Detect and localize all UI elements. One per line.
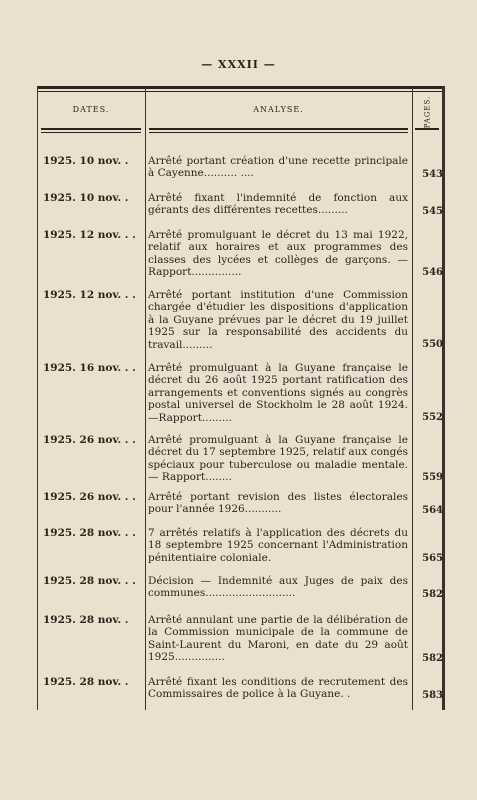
entry-date: 1925. 28 nov. . xyxy=(43,614,129,626)
page-number: — XXXII — xyxy=(201,58,276,71)
pages-column-divider xyxy=(412,86,413,710)
entry-page: 583 xyxy=(422,690,443,701)
entry-page: 543 xyxy=(422,169,443,180)
date-column-divider xyxy=(145,86,146,710)
top-rule-thin xyxy=(37,91,445,92)
dates-header: DATES. xyxy=(72,104,110,114)
entry-text: 7 arrêtés relatifs à l'application des décrets du 18 septembre 1925 concernant l'Administration pénitentiaire coloniale. xyxy=(148,527,408,564)
analyse-header-rule xyxy=(149,128,408,130)
dates-header-rule-thin xyxy=(41,132,141,133)
entry-text: Arrêté portant création d'une recette principale à Cayenne.......... .... xyxy=(148,155,408,180)
entry-text: Arrêté promulguant le décret du 13 mai 1922, relatif aux horaires et aux programmes des classes des lycées et collèges de garçons. — Rapport............... xyxy=(148,229,408,279)
entry-text: Arrêté promulguant à la Guyane française le décret du 26 août 1925 portant ratification des arrangements et conventions signés au congrès postal universel de Stockholm le 28 août 1924. —Rapport......... xyxy=(148,362,408,424)
pages-header: PAGES. xyxy=(423,95,432,129)
entry-text: Décision — Indemnité aux Juges de paix des communes........................... xyxy=(148,575,408,600)
entry-page: 582 xyxy=(422,589,443,600)
entry-page: 565 xyxy=(422,553,443,564)
entry-date: 1925. 10 nov. . xyxy=(43,192,129,204)
entry-page: 564 xyxy=(422,505,443,516)
analyse-header: ANALYSE. xyxy=(253,104,304,114)
entry-date: 1925. 28 nov. . . xyxy=(43,527,136,539)
entry-page: 550 xyxy=(422,339,443,350)
entry-page: 545 xyxy=(422,206,443,217)
entry-page: 582 xyxy=(422,653,443,664)
entry-date: 1925. 26 nov. . . xyxy=(43,434,136,446)
entry-text: Arrêté fixant l'indemnité de fonction aux gérants des différentes recettes......... xyxy=(148,192,408,217)
entry-date: 1925. 12 nov. . . xyxy=(43,229,136,241)
entry-page: 559 xyxy=(422,472,443,483)
entry-text: Arrêté annulant une partie de la délibération de la Commission municipale de la commune de Saint-Laurent du Maroni, en date du 29 août 1925............... xyxy=(148,614,408,664)
entry-text: Arrêté promulguant à la Guyane française le décret du 17 septembre 1925, relatif aux congés spéciaux pour tuberculose ou maladie mentale. — Rapport........ xyxy=(148,434,408,484)
entry-text: Arrêté portant revision des listes électorales pour l'année 1926........... xyxy=(148,491,408,516)
entry-date: 1925. 12 nov. . . xyxy=(43,289,136,301)
table-frame xyxy=(37,86,445,710)
entry-date: 1925. 28 nov. . xyxy=(43,676,129,688)
entry-date: 1925. 10 nov. . xyxy=(43,155,129,167)
entry-text: Arrêté fixant les conditions de recrutement des Commissaires de police à la Guyane. . xyxy=(148,676,408,701)
entry-page: 546 xyxy=(422,267,443,278)
left-border xyxy=(37,86,38,710)
entry-page: 552 xyxy=(422,412,443,423)
entry-date: 1925. 28 nov. . . xyxy=(43,575,136,587)
entry-text: Arrêté portant institution d'une Commission chargée d'étudier les dispositions d'application à la Guyane prévues par le décret du 19 juillet 1925 sur la responsabilité des accidents du travail......... xyxy=(148,289,408,351)
entry-date: 1925. 16 nov. . . xyxy=(43,362,136,374)
top-rule xyxy=(37,86,445,89)
analyse-header-rule-thin xyxy=(149,132,408,133)
pages-header-rule xyxy=(415,128,439,130)
entry-date: 1925. 26 nov. . . xyxy=(43,491,136,503)
dates-header-rule xyxy=(41,128,141,130)
